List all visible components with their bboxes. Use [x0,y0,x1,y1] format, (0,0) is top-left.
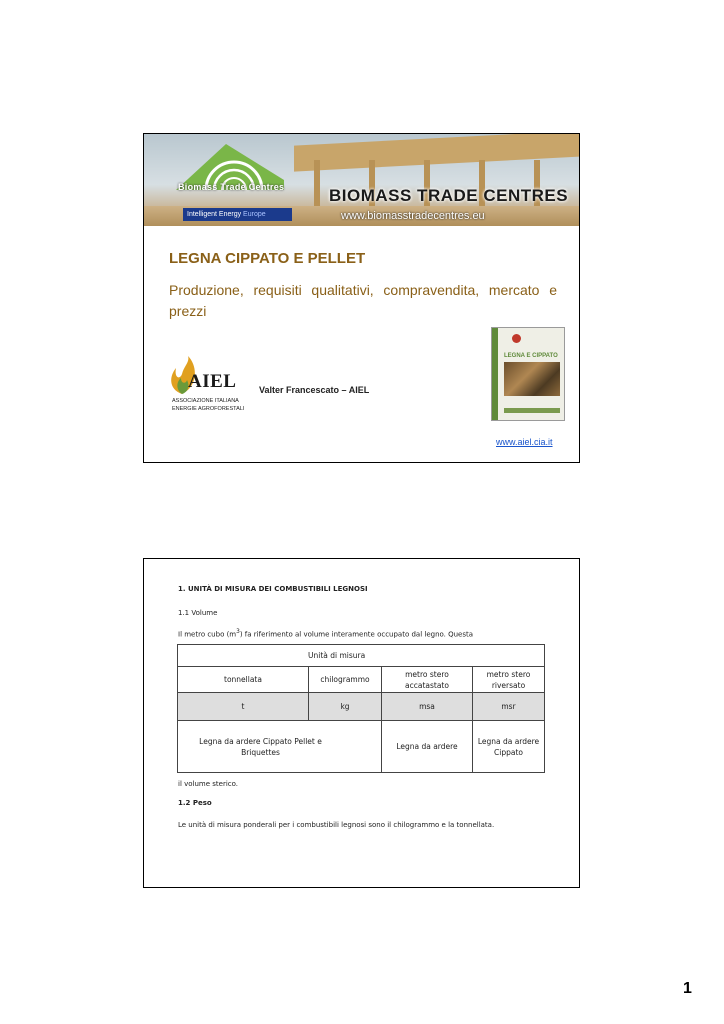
units-table [177,644,545,773]
subsection-weight: 1.2 Peso [178,799,212,807]
table-cell: Legna da ardere [382,721,473,773]
page-number: 1 [683,980,692,997]
book-spine [492,328,498,420]
aiel-link[interactable]: www.aiel.cia.it [496,437,553,447]
subsection-volume: 1.1 Volume [178,609,218,617]
book-footer [504,408,560,413]
small-logo-text: Biomass Trade Centres [178,182,285,192]
column-header: metro stero accatastato [382,667,473,693]
banner-url[interactable]: www.biomasstradecentres.eu [341,210,485,222]
column-header: metro stero riversato [473,667,545,693]
program-label: Intelligent Energy [187,211,242,218]
volume-paragraph [178,629,538,638]
slide-subtitle: Produzione, requisiti qualitativi, compravendita, mercato e prezzi [169,282,557,319]
aiel-line-1: ASSOCIAZIONE ITALIANA [172,398,239,404]
slide-title: LEGNA CIPPATO E PELLET [169,250,366,267]
table-cell: msa [382,693,473,721]
slide-2 [143,558,580,888]
table-cell: kg [309,693,382,721]
author: Valter Francescato – AIEL [259,385,370,395]
aiel-line-2: ENERGIE AGROFORESTALI [172,406,245,412]
column-header: tonnellata [178,667,309,693]
banner-title: BIOMASS TRADE CENTRES [329,186,569,205]
intelligent-energy-label [183,208,292,221]
weight-paragraph: Le unità di misura ponderali per i combustibili legnosi sono il chilogrammo e la tonnellata. [178,821,495,829]
aiel-name: AIEL [188,371,237,392]
table-cell: t [178,693,309,721]
book-title: LEGNA E CIPPATO [504,353,558,359]
volume-text-start: Il metro cubo (m [178,630,237,639]
slide-1 [143,133,580,463]
aiel-logo [168,356,253,422]
volume-superscript: 3 [236,629,240,635]
section-heading: 1. UNITÀ DI MISURA DEI COMBUSTIBILI LEGNOSI [178,585,368,593]
table-cell: msr [473,693,545,721]
program-region: Europe [243,211,266,218]
table-header: Unità di misura [178,645,545,667]
book-cover-image [491,327,565,421]
book-photo [504,362,560,396]
table-cell: Legna da ardere Cippato Pellet e Briquettes [178,721,382,773]
book-logo-icon [512,334,521,343]
volume-text-end: ) fa riferimento al volume interamente occupato dal legno. Questa [239,630,474,639]
column-header: chilogrammo [309,667,382,693]
after-table-text: il volume sterico. [178,780,239,788]
table-cell: Legna da ardere Cippato [473,721,545,773]
banner-image [144,134,579,226]
